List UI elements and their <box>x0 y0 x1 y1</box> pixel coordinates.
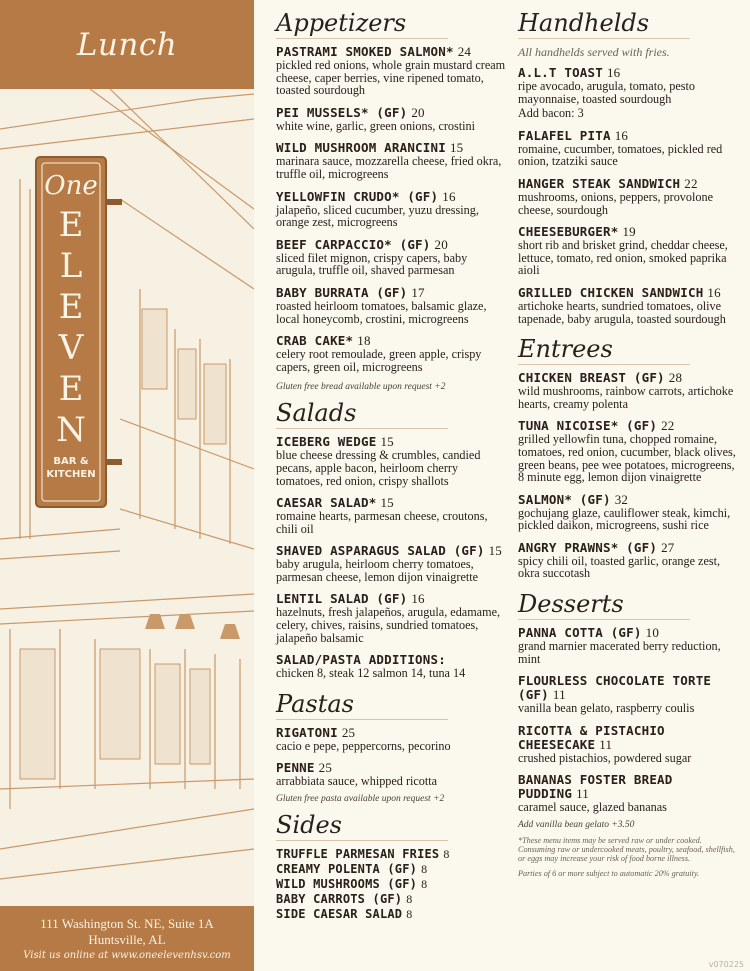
item-name: PEI MUSSELS* (GF) 20 <box>276 104 425 120</box>
list-item <box>276 496 508 535</box>
list-item <box>518 773 740 814</box>
list-item <box>276 653 508 680</box>
item-price: 16 <box>411 591 425 607</box>
list-item: BABY CARROTS (GF) 8 <box>276 892 413 907</box>
item-desc: arrabbiata sauce, whipped ricotta <box>276 774 438 789</box>
item-desc: blue cheese dressing & crumbles, candied pecans, apple bacon, heirloom cherry tomatoes, red onion, crispy shallots <box>276 448 481 488</box>
list-item <box>276 726 508 753</box>
item-desc: gochujang glaze, cauliflower steak, kimchi, pickled daikon, microgreens, sushi rice <box>518 505 731 533</box>
item-name: SHAVED ASPARAGUS SALAD (GF) 15 <box>276 543 502 559</box>
item-price: 11 <box>599 736 613 752</box>
list-item <box>276 45 508 97</box>
item-price: 16 <box>614 127 629 143</box>
item-desc: spicy chili oil, toasted garlic, orange zest, okra succotash <box>518 553 721 581</box>
item-price: 24 <box>457 44 472 59</box>
list-item <box>518 626 740 665</box>
item-name: PANNA COTTA (GF) 10 <box>518 625 660 641</box>
sign-letter-e2: E <box>58 287 84 327</box>
item-name: PENNE 25 <box>276 760 333 776</box>
item-name: BABY BURRATA (GF) 17 <box>276 284 425 300</box>
list-item <box>276 435 508 487</box>
item-name: RIGATONI 25 <box>276 724 356 740</box>
item-name: SALMON* (GF) 32 <box>518 491 629 507</box>
item-price: 18 <box>357 333 371 349</box>
list-item <box>518 371 740 410</box>
section-title-sides: Sides <box>276 810 448 841</box>
list-item <box>276 334 508 373</box>
list-item <box>518 419 740 483</box>
list-item <box>276 190 508 229</box>
section-title-appetizers: Appetizers <box>276 8 448 39</box>
item-desc: short rib and brisket grind, cheddar cheese, lettuce, tomato, red onion, smoked paprika aioli <box>518 238 728 278</box>
item-price: 15 <box>488 543 502 559</box>
building-illustration <box>0 89 254 906</box>
item-name: CRAB CAKE* 18 <box>276 333 371 349</box>
item-desc: white wine, garlic, green onions, crostini <box>276 118 476 133</box>
item-price: 8 <box>443 847 450 862</box>
pastas-list <box>276 726 508 788</box>
address-line-2: Huntsville, AL <box>88 932 166 947</box>
section-title-salads: Salads <box>276 398 448 429</box>
item-desc: grilled yellowfin tuna, chopped romaine, tomatoes, red onion, cucumber, black olives, green beans, pee wee potatoes, microgreens, 8 minute egg, lemon dijon vinaigrette <box>518 432 736 485</box>
item-name: FLOURLESS CHOCOLATE TORTE (GF) 11 <box>518 673 712 703</box>
menu-column-left <box>276 8 508 922</box>
list-item <box>276 286 508 325</box>
item-price: 15 <box>449 140 464 156</box>
address-line-1: 111 Washington St. NE, Suite 1A <box>40 916 214 931</box>
item-price: 16 <box>606 65 621 80</box>
item-price: 11 <box>576 786 590 802</box>
sign-letter-v: V <box>58 328 84 368</box>
item-name: WILD MUSHROOM ARANCINI 15 <box>276 140 464 156</box>
item-desc: romaine hearts, parmesan cheese, croutons, chili oil <box>276 509 488 536</box>
item-desc: artichoke hearts, sundried tomatoes, olive tapenade, baby arugula, toasted sourdough <box>518 298 726 326</box>
section-title-pastas: Pastas <box>276 689 448 720</box>
item-desc: sliced filet mignon, crispy capers, baby arugula, truffle oil, shaved parmesan <box>276 250 468 278</box>
list-item <box>518 66 740 120</box>
left-panel <box>0 0 254 971</box>
item-desc: caramel sauce, glazed bananas <box>518 800 667 815</box>
item-price: 25 <box>318 760 333 776</box>
sign-letter-l: L <box>59 246 83 286</box>
list-item <box>518 724 740 765</box>
entrees-list <box>518 371 740 580</box>
sign-kitchen: KITCHEN <box>46 469 96 480</box>
item-name: TUNA NICOISE* (GF) 22 <box>518 418 675 434</box>
item-name: SALAD/PASTA ADDITIONS: <box>276 652 446 668</box>
address-footer <box>0 906 254 971</box>
item-price: 27 <box>661 539 675 555</box>
pastas-note: Gluten free pasta available upon request +2 <box>276 794 445 805</box>
item-price: 8 <box>406 892 413 907</box>
desserts-list <box>518 626 740 814</box>
item-name: A.L.T TOAST 16 <box>518 65 621 80</box>
item-name: BANANAS FOSTER BREAD PUDDING 11 <box>518 772 673 802</box>
appetizers-note: Gluten free bread available upon request +2 <box>276 382 446 393</box>
list-item <box>276 544 508 583</box>
item-price: 19 <box>622 224 636 240</box>
item-name: CHEESEBURGER* 19 <box>518 224 636 240</box>
item-extra: Add bacon: 3 <box>518 106 584 121</box>
item-price: 15 <box>380 495 394 511</box>
gratuity-note: Parties of 6 or more subject to automatic 20% gratuity. <box>518 869 700 879</box>
sides-list <box>276 847 508 922</box>
list-item <box>518 225 740 277</box>
list-item <box>276 141 508 180</box>
item-price: 8 <box>406 907 413 922</box>
item-name: RICOTTA & PISTACHIO CHEESECAKE 11 <box>518 722 665 752</box>
item-price: 28 <box>668 370 683 386</box>
desserts-note: Add vanilla bean gelato +3.50 <box>518 820 635 831</box>
item-price: 22 <box>661 418 675 434</box>
list-item: TRUFFLE PARMESAN FRIES 8 <box>276 847 450 862</box>
item-name: GRILLED CHICKEN SANDWICH 16 <box>518 284 721 300</box>
lunch-header <box>0 0 254 89</box>
item-desc: vanilla bean gelato, raspberry coulis <box>518 701 695 716</box>
raw-food-disclaimer: *These menu items may be served raw or under cooked. Consuming raw or undercooked meats, poultry, seafood, shellfish, or eggs may increase your risk of food borne illness. <box>518 836 735 864</box>
sign-one: One <box>44 171 98 201</box>
item-desc: hazelnuts, fresh jalapeños, arugula, edamame, celery, chives, raisins, sundried tomatoes, jalapeño balsamic <box>276 605 501 645</box>
item-desc: celery root remoulade, green apple, crispy capers, green oil, microgreens <box>276 347 482 374</box>
list-item: SIDE CAESAR SALAD 8 <box>276 907 413 922</box>
list-item: CREAMY POLENTA (GF) 8 <box>276 862 428 877</box>
item-name: ANGRY PRAWNS* (GF) 27 <box>518 539 675 555</box>
item-price: 16 <box>707 284 721 300</box>
list-item: WILD MUSHROOMS (GF) 8 <box>276 877 428 892</box>
section-title-handhelds: Handhelds <box>518 8 690 39</box>
list-item <box>518 129 740 168</box>
list-item <box>276 106 508 133</box>
website-link[interactable]: Visit us online at www.oneelevenhsv.com <box>23 950 231 961</box>
section-title-desserts: Desserts <box>518 589 690 620</box>
appetizers-list <box>276 45 508 373</box>
item-name: CAESAR SALAD* 15 <box>276 495 394 511</box>
list-item <box>518 493 740 532</box>
item-desc: roasted heirloom tomatoes, balsamic glaze, local honeycomb, crostini, microgreens <box>276 298 487 326</box>
list-item <box>276 238 508 277</box>
item-desc: marinara sauce, mozzarella cheese, fried okra, truffle oil, microgreens <box>276 154 502 181</box>
section-title-entrees: Entrees <box>518 334 690 365</box>
item-name: LENTIL SALAD (GF) 16 <box>276 591 425 607</box>
item-price: 17 <box>411 284 425 300</box>
list-item <box>518 674 740 715</box>
list-item <box>518 177 740 216</box>
sign-letter-e1: E <box>58 205 84 245</box>
list-item <box>518 541 740 580</box>
salads-list <box>276 435 508 680</box>
item-price: 10 <box>645 625 660 641</box>
sign-letter-n: N <box>56 410 86 450</box>
item-price: 16 <box>442 188 456 204</box>
item-name: BEEF CARPACCIO* (GF) 20 <box>276 236 448 252</box>
item-desc: cacio e pepe, peppercorns, pecorino <box>276 738 451 753</box>
item-desc: crushed pistachios, powdered sugar <box>518 750 692 765</box>
sign-bar: BAR & <box>53 456 89 467</box>
list-item <box>276 761 508 788</box>
item-price: 8 <box>421 877 428 892</box>
menu-column-right <box>518 8 740 878</box>
sign-text <box>36 167 106 481</box>
item-desc: romaine, cucumber, tomatoes, pickled red onion, tzatziki sauce <box>518 141 723 169</box>
item-name: PASTRAMI SMOKED SALMON* 24 <box>276 44 472 59</box>
list-item <box>276 592 508 644</box>
item-name: CHICKEN BREAST (GF) 28 <box>518 370 683 386</box>
item-name: FALAFEL PITA 16 <box>518 127 629 143</box>
item-desc: ripe avocado, arugula, tomato, pesto mayonnaise, toasted sourdough <box>518 79 695 106</box>
item-desc: jalapeño, sliced cucumber, yuzu dressing, orange zest, microgreens <box>276 202 479 230</box>
menu-title: Lunch <box>76 26 178 63</box>
item-desc: chicken 8, steak 12 salmon 14, tuna 14 <box>276 666 466 681</box>
item-price: 8 <box>421 862 428 877</box>
item-price: 20 <box>434 236 448 252</box>
item-desc: pickled red onions, whole grain mustard cream cheese, caper berries, vine ripened tomato, toasted sourdough <box>276 58 506 98</box>
item-desc: wild mushrooms, rainbow carrots, artichoke hearts, creamy polenta <box>518 384 734 411</box>
version-code: v070225 <box>708 960 744 969</box>
list-item <box>518 286 740 325</box>
item-desc: baby arugula, heirloom cherry tomatoes, parmesan cheese, lemon dijon vinaigrette <box>276 557 479 584</box>
item-price: 15 <box>380 434 394 450</box>
item-name: YELLOWFIN CRUDO* (GF) 16 <box>276 188 456 204</box>
item-price: 20 <box>411 104 425 120</box>
handhelds-list <box>518 66 740 325</box>
item-price: 11 <box>552 687 566 703</box>
handhelds-subtitle: All handhelds served with fries. <box>518 45 670 59</box>
item-price: 25 <box>341 724 356 740</box>
item-desc: grand marnier macerated berry reduction, mint <box>518 639 721 666</box>
sign-letter-e3: E <box>58 369 84 409</box>
item-name: HANGER STEAK SANDWICH 22 <box>518 175 698 191</box>
item-desc: mushrooms, onions, peppers, provolone cheese, sourdough <box>518 189 713 217</box>
item-name: ICEBERG WEDGE 15 <box>276 434 394 450</box>
item-price: 32 <box>614 491 629 507</box>
item-price: 22 <box>684 175 698 191</box>
